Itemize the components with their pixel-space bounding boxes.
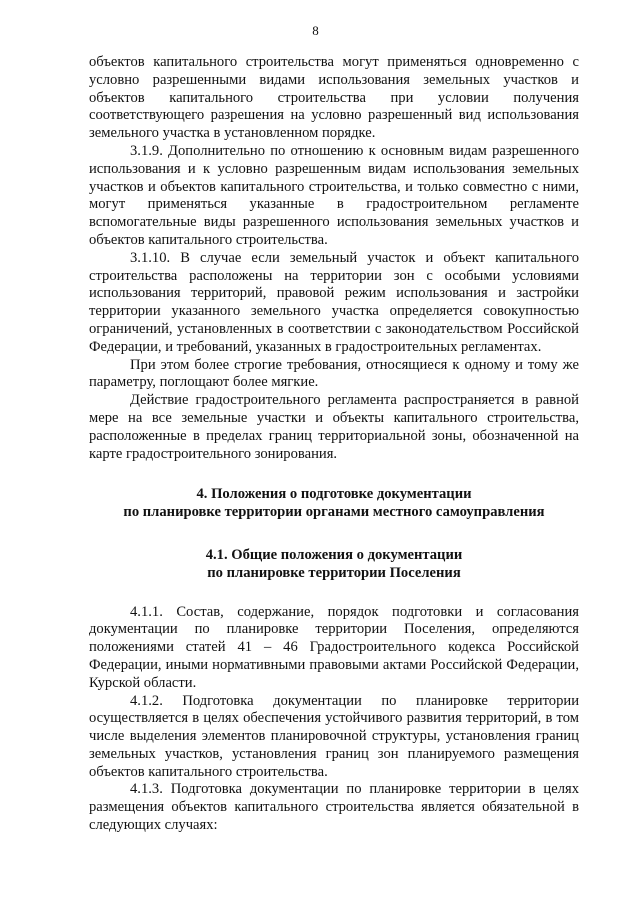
paragraph-3-1-9: 3.1.9. Дополнительно по отношению к основным видам разрешенного использования и к условно разрешенным видам использования земельных участков и объектов капитального строительства, и только совместно с ними, могут применяться указанные в градостроительном регламенте вспомогательные виды разрешенного использования земельных участков и объектов капитального строительства. [89,142,579,248]
paragraph-continuation: объектов капитального строительства могут применяться одновременно с условно разрешенными видами использования земельных участков и объектов капитального строительства при условии получения соответствующего разрешения на условно разрешенный вид использования земельного участка в установленном порядке. [89,54,579,142]
paragraph-4-1-2: 4.1.2. Подготовка документации по планировке территории осуществляется в целях обеспечения устойчивого развития территорий, в том числе выделения элементов планировочной структуры, установления границ земельных участков, установления границ зон планируемого размещения объектов капитального строительства. [89,692,579,780]
paragraph-3-1-10: 3.1.10. В случае если земельный участок и объект капитального строительства расположены на территории зон с особыми условиями использования территорий, правовой режим использования и застройки территории указанного земельного участка определяется совокупностью ограничений, установленных в соответствии с законодательством Российской Федерации, и требований, указанных в градостроительных регламентах. [89,249,579,355]
document-body [89,54,579,835]
paragraph-strict-requirements: При этом более строгие требования, относящиеся к одному и тому же параметру, поглощают более мягкие. [89,356,579,391]
page-number: 8 [312,23,319,38]
section-4-heading-line1: 4. Положения о подготовке документации [196,486,472,503]
section-4-1-heading-line1: 4.1. Общие положения о документации [205,546,463,563]
paragraph-4-1-1: 4.1.1. Состав, содержание, порядок подготовки и согласования документации по планировке территории Поселения, определяются положениями статей 41 – 46 Градостроительного кодекса Российской Федерации, иными нормативными правовыми актами Российской Федерации, Курской области. [89,603,579,691]
section-4-1-heading-line2: по планировке территории Поселения [207,564,461,581]
section-4-heading [89,486,579,522]
paragraph-4-1-3: 4.1.3. Подготовка документации по планировке территории в целях размещения объектов капитального строительства является обязательной в следующих случаях: [89,781,579,834]
paragraph-regulation-scope: Действие градостроительного регламента распространяется в равной мере на все земельные участки и объекты капитального строительства, расположенные в пределах границ территориальной зоны, обозначенной на карте градостроительного зонирования. [89,392,579,462]
section-4-heading-line2: по планировке территории органами местного самоуправления [123,504,545,521]
section-4-1-heading [89,547,579,583]
